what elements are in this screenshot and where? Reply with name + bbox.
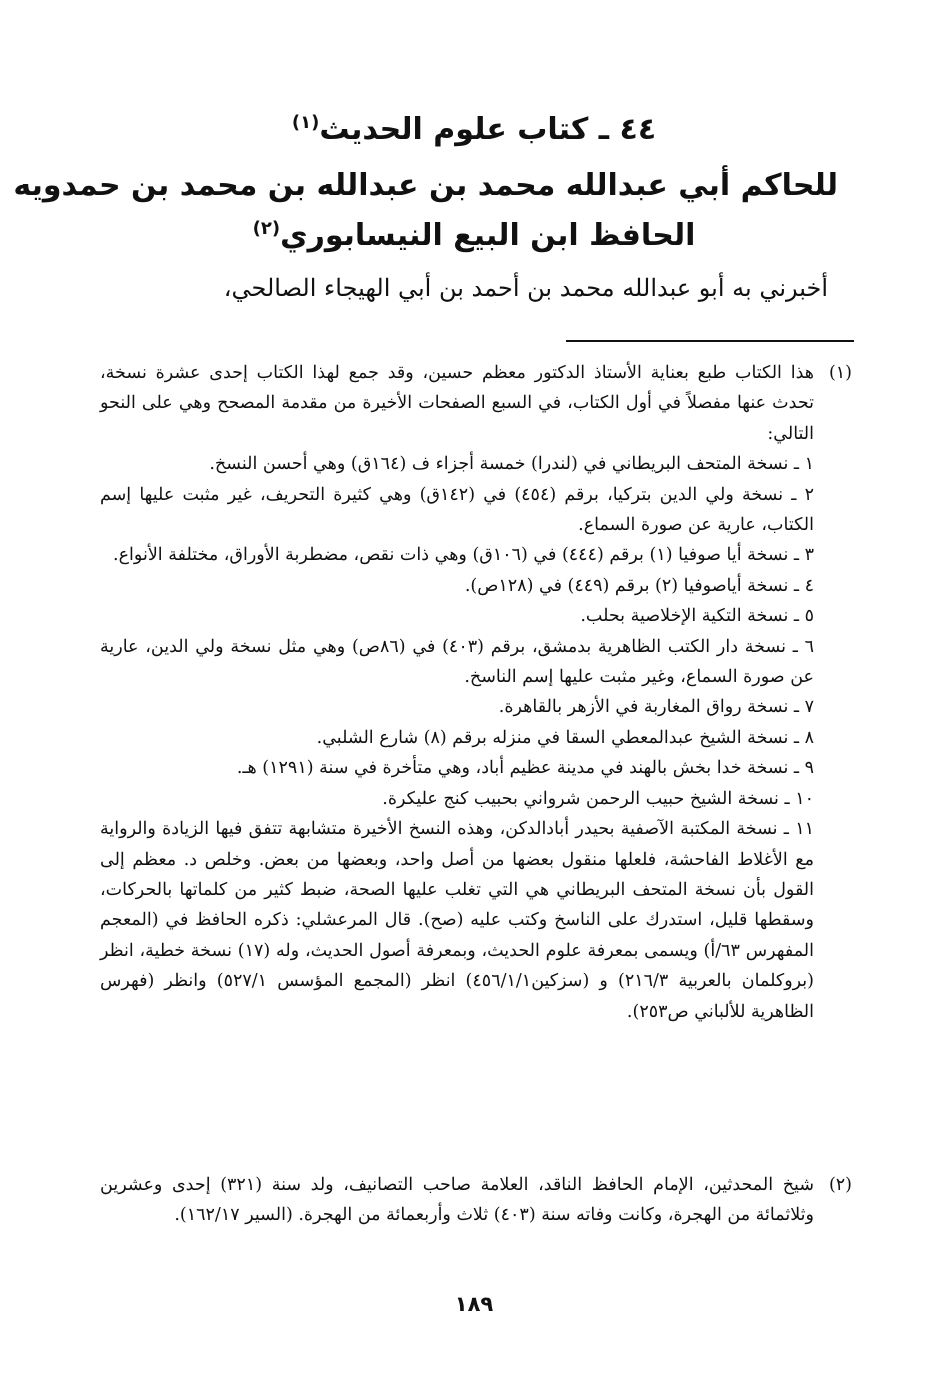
footnote-list-item: ٤ ـ نسخة أياصوفيا (٢) برقم (٤٤٩) في (١٢٨ص).: [464, 575, 814, 596]
footnote-list-item: ١٠ ـ نسخة الشيخ حبيب الرحمن شرواني بحبيب كنج عليكرة.: [382, 788, 814, 809]
page-number: ١٨٩: [454, 1292, 494, 1316]
footnote-list-item: ٦ ـ نسخة دار الكتب الظاهرية بدمشق، برقم (٤٠٣) في (٨٦ص) وهي مثل نسخة ولي الدين، عارية عن صورة السماع، وغير مثبت عليها إسم الناسخ.: [100, 636, 815, 688]
footnote-paragraph: هذا الكتاب طبع بعناية الأستاذ الدكتور معظم حسين، وقد جمع لهذا الكتاب إحدى عشرة نسخة، تحدث عنها مفصلاً في أول الكتاب، في السبع الصفحات الأخيرة من مقدمة المصحح وهي على النحو التالي:: [100, 363, 814, 444]
footnote-1: [100, 358, 852, 1027]
footnote-marker: (٢): [828, 1175, 852, 1195]
footnote-list-item: ٨ ـ نسخة الشيخ عبدالمعطي السقا في منزله برقم (٨) شارع الشلبي.: [316, 727, 814, 748]
footnote-list-item: ٢ ـ نسخة ولي الدين بتركيا، برقم (٤٥٤) في (١٤٢ق) وهي كثيرة التحريف، غير مثبت عليها إسم الكتاب، عارية عن صورة السماع.: [100, 484, 814, 536]
footnote-list-item: ١١ ـ نسخة المكتبة الآصفية بحيدر أبادالدكن، وهذه النسخ الأخيرة متشابهة تتفق فيها الزيادة والرواية مع الأغلاط الفاحشة، فلعلها منقول بعضها من أصل واحد، وبعضها من بعض. وخلص د. معظم إلى القول بأن نسخة المتحف البريطاني هي التي تغلب عليها الصحة، ضبط كثير من كلماتها بالحركات، وسقطها قليل، استدرك على الناسخ وكتب عليه (صح). قال المرعشلي: ذكره الحافظ في (المعجم المفهرس ٦٣/أ) ويسمى بمعرفة علوم الحديث، وبمعرفة أصول الحديث، وله (١٧) نسخة خطية، انظر (بروكلمان بالعربية ٢١٦/٣) و (سزكين٤٥٦/١/١) انظر (المجمع المؤسس ٥٢٧/١) وانظر (فهرس الظاهرية للألباني ص٢٥٣).: [100, 819, 815, 1022]
section-title: [110, 112, 838, 147]
footnote-ref-2[interactable]: (٢): [252, 218, 281, 239]
footnote-list-item: ٧ ـ نسخة رواق المغاربة في الأزهر بالقاهرة.: [498, 697, 814, 718]
footnote-body: [100, 358, 814, 1027]
section-title-text: ٤٤ ـ كتاب علوم الحديث: [319, 112, 657, 147]
footnote-list-item: ٣ ـ نسخة أيا صوفيا (١) برقم (٤٤٤) في (١٠٦ق) وهي ذات نقص، مضطربة الأوراق، مختلفة الأنواع.: [113, 545, 814, 566]
footnote-paragraph: شيخ المحدثين، الإمام الحافظ الناقد، العلامة صاحب التصانيف، ولد سنة (٣٢١) إحدى وعشرين وثلاثمائة من الهجرة، وكانت وفاته سنة (٤٠٣) ثلاث وأربعمائة من الهجرة. (السير ١٦٢/١٧).: [100, 1175, 814, 1226]
footnote-ref-1[interactable]: (١): [291, 112, 320, 133]
footnote-body: [100, 1170, 814, 1231]
author-nisba-line: [110, 218, 838, 253]
body-text: أخبرني به أبو عبدالله محمد بن أحمد بن أبي الهيجاء الصالحي،: [223, 274, 828, 302]
footnote-list-item: ٥ ـ نسخة التكية الإخلاصية بحلب.: [580, 606, 814, 627]
footnote-separator: [566, 340, 854, 342]
author-line: للحاكم أبي عبدالله محمد بن عبدالله بن محمد بن حمدويه: [13, 168, 838, 203]
footnote-list-item: ٩ ـ نسخة خدا بخش بالهند في مدينة عظيم أباد، وهي متأخرة في سنة (١٢٩١) هـ.: [236, 758, 814, 779]
footnote-2: [100, 1170, 852, 1231]
author-nisba-text: الحافظ ابن البيع النيسابوري: [280, 218, 696, 253]
footnote-marker: (١): [828, 363, 852, 383]
footnote-list-item: ١ ـ نسخة المتحف البريطاني في (لندرا) خمسة أجزاء ف (١٦٤ق) وهي أحسن النسخ.: [209, 454, 814, 475]
